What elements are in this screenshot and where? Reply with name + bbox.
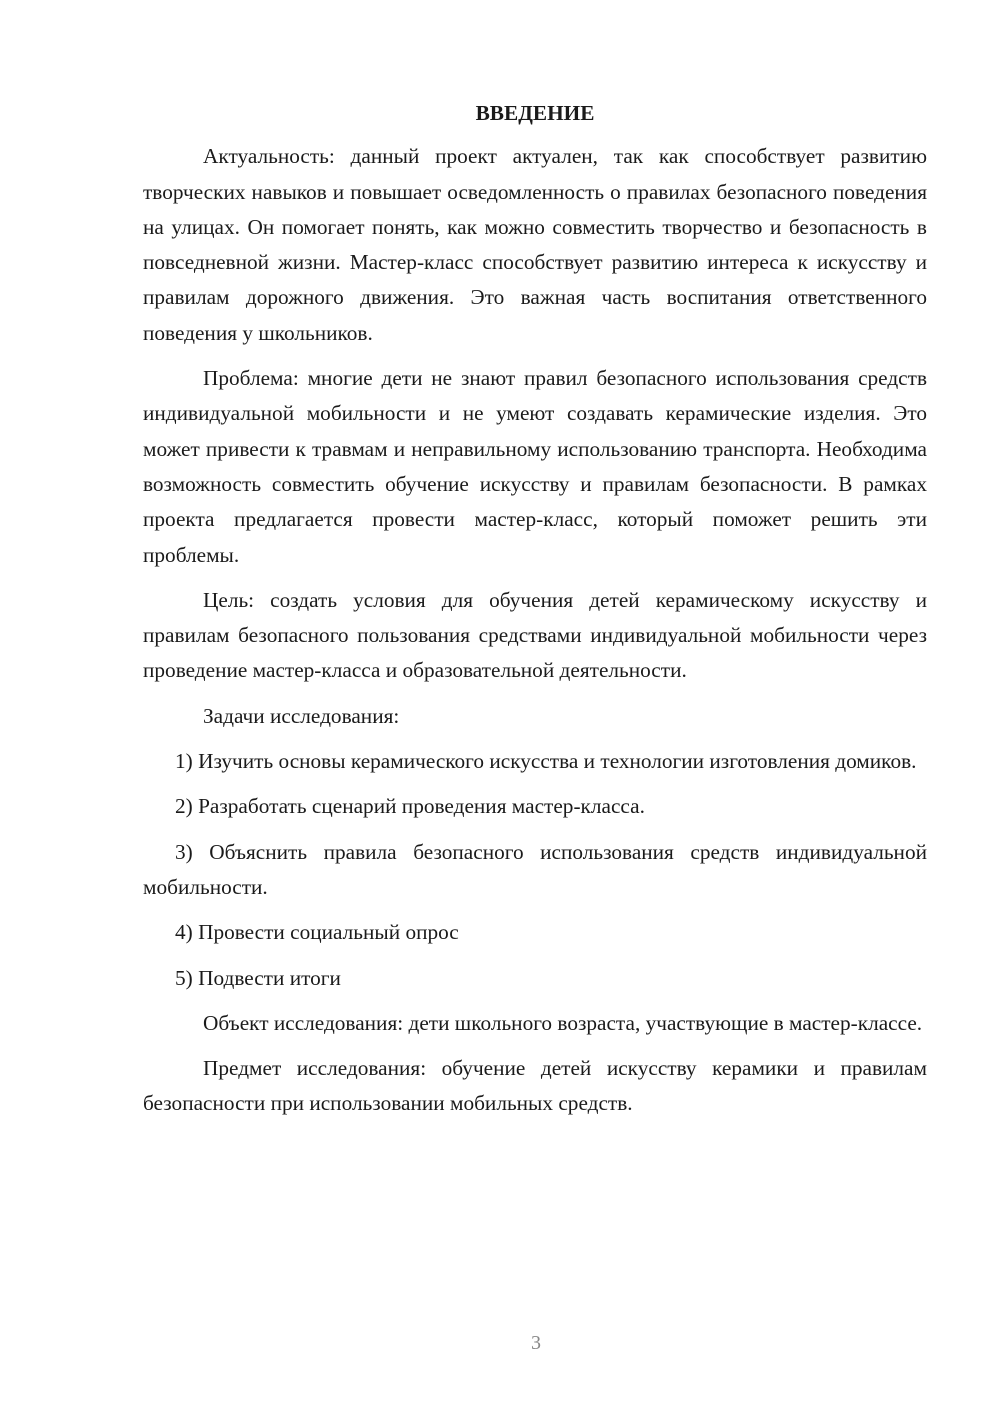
section-heading: ВВЕДЕНИЕ xyxy=(475,101,595,125)
task-item-4: 4) Провести социальный опрос xyxy=(175,920,459,945)
object-paragraph: Объект исследования: дети школьного возраста, участвующие в мастер-классе. xyxy=(203,1010,923,1035)
document-page xyxy=(143,96,927,1122)
page-number: 3 xyxy=(531,1332,541,1354)
relevance-paragraph: Актуальность: данный проект актуален, так как способствует развитию творческих навыков и повышает осведомленность о правилах безопасного поведения на улицах. Он помогает понять, как можно совместить творчество и безопасность в повседневной жизни. Мастер-класс способствует развитию интереса к искусству и правилам дорожного движения. Это важная часть воспитания ответственного поведения у школьников. xyxy=(143,144,927,345)
subject-paragraph: Предмет исследования: обучение детей искусству керамики и правилам безопасности при использовании мобильных средств. xyxy=(143,1056,927,1116)
problem-paragraph: Проблема: многие дети не знают правил безопасного использования средств индивидуальной мобильности и не умеют создавать керамические изделия. Это может привести к травмам и неправильному использованию транспорта. Необходима возможность совместить обучение искусству и правилам безопасности. В рамках проекта предлагается провести мастер-класс, который поможет решить эти проблемы. xyxy=(143,366,927,567)
goal-paragraph: Цель: создать условия для обучения детей керамическому искусству и правилам безопасного пользования средствами индивидуальной мобильности через проведение мастер-класса и образовательной деятельности. xyxy=(143,587,927,683)
task-item-5: 5) Подвести итоги xyxy=(175,965,341,990)
task-item-3: 3) Объяснить правила безопасного использования средств индивидуальной мобильности. xyxy=(143,839,927,899)
task-item-1: 1) Изучить основы керамического искусства и технологии изготовления домиков. xyxy=(175,749,917,774)
tasks-title: Задачи исследования: xyxy=(203,703,400,728)
task-item-2: 2) Разработать сценарий проведения мастер-класса. xyxy=(175,794,645,819)
